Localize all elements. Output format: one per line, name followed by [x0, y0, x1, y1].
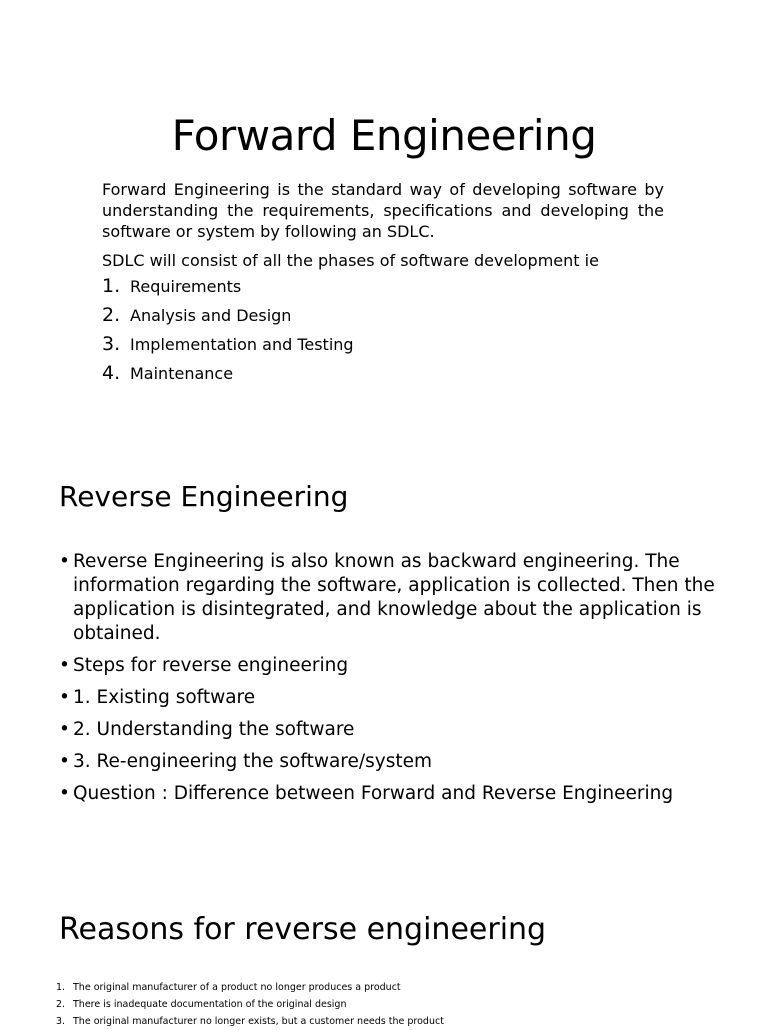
bullet-icon: • — [59, 783, 70, 804]
bullet-list — [59, 550, 729, 814]
slide-body — [102, 179, 664, 392]
slide-reasons-reverse-engineering — [0, 860, 768, 1027]
list-number: 2. — [56, 999, 66, 1010]
bullet-text: Question : Difference between Forward and Reverse Engineering — [73, 783, 674, 804]
bullet-icon: • — [59, 751, 70, 772]
bullet-item — [59, 550, 729, 646]
definition-paragraph: Forward Engineering is the standard way of developing software by understanding the requirements, specifications and developing the software or system by following an SDLC. — [102, 180, 664, 241]
list-number: 4. — [102, 362, 121, 384]
bullet-text: Steps for reverse engineering — [73, 655, 349, 676]
bullet-item — [59, 718, 729, 742]
list-text: The original manufacturer of a product no longer produces a product — [73, 982, 401, 993]
bullet-text: 2. Understanding the software — [73, 719, 355, 740]
bullet-icon: • — [59, 719, 70, 740]
slide-title: Reasons for reverse engineering — [59, 912, 547, 947]
bullet-item — [59, 750, 729, 774]
list-item — [102, 334, 664, 363]
slide-title: Reverse Engineering — [59, 480, 349, 513]
list-number: 1. — [56, 982, 66, 993]
bullet-icon: • — [59, 551, 70, 572]
list-text: Implementation and Testing — [130, 335, 354, 354]
bullet-icon: • — [59, 687, 70, 708]
slide-title: Forward Engineering — [171, 111, 597, 160]
bullet-icon: • — [59, 655, 70, 676]
list-text: The original manufacturer no longer exists, but a customer needs the product — [73, 1016, 444, 1027]
sdlc-phase-list — [102, 276, 664, 392]
list-item — [102, 276, 664, 305]
list-item — [56, 979, 444, 996]
bullet-text: 1. Existing software — [73, 687, 256, 708]
slide-forward-engineering — [0, 0, 768, 430]
list-item — [102, 305, 664, 334]
list-item — [102, 363, 664, 392]
list-number: 1. — [102, 275, 121, 297]
list-text: Requirements — [130, 277, 242, 296]
list-number: 3. — [56, 1016, 66, 1027]
list-text: There is inadequate documentation of the original design — [73, 999, 347, 1010]
reasons-list — [56, 979, 444, 1030]
bullet-item — [59, 654, 729, 678]
bullet-item — [59, 782, 729, 806]
slide-reverse-engineering — [0, 430, 768, 860]
list-text: Analysis and Design — [130, 306, 292, 325]
list-item — [56, 1013, 444, 1030]
list-item — [56, 996, 444, 1013]
bullet-item — [59, 686, 729, 710]
list-number: 3. — [102, 333, 121, 355]
list-number: 2. — [102, 304, 121, 326]
bullet-text: Reverse Engineering is also known as backward engineering. The information regarding the software, application is collected. Then the application is disintegrated, and knowledge about the application is obtained. — [73, 551, 715, 644]
bullet-text: 3. Re-engineering the software/system — [73, 751, 432, 772]
sdlc-paragraph: SDLC will consist of all the phases of software development ie — [102, 251, 599, 270]
list-text: Maintenance — [130, 364, 234, 383]
